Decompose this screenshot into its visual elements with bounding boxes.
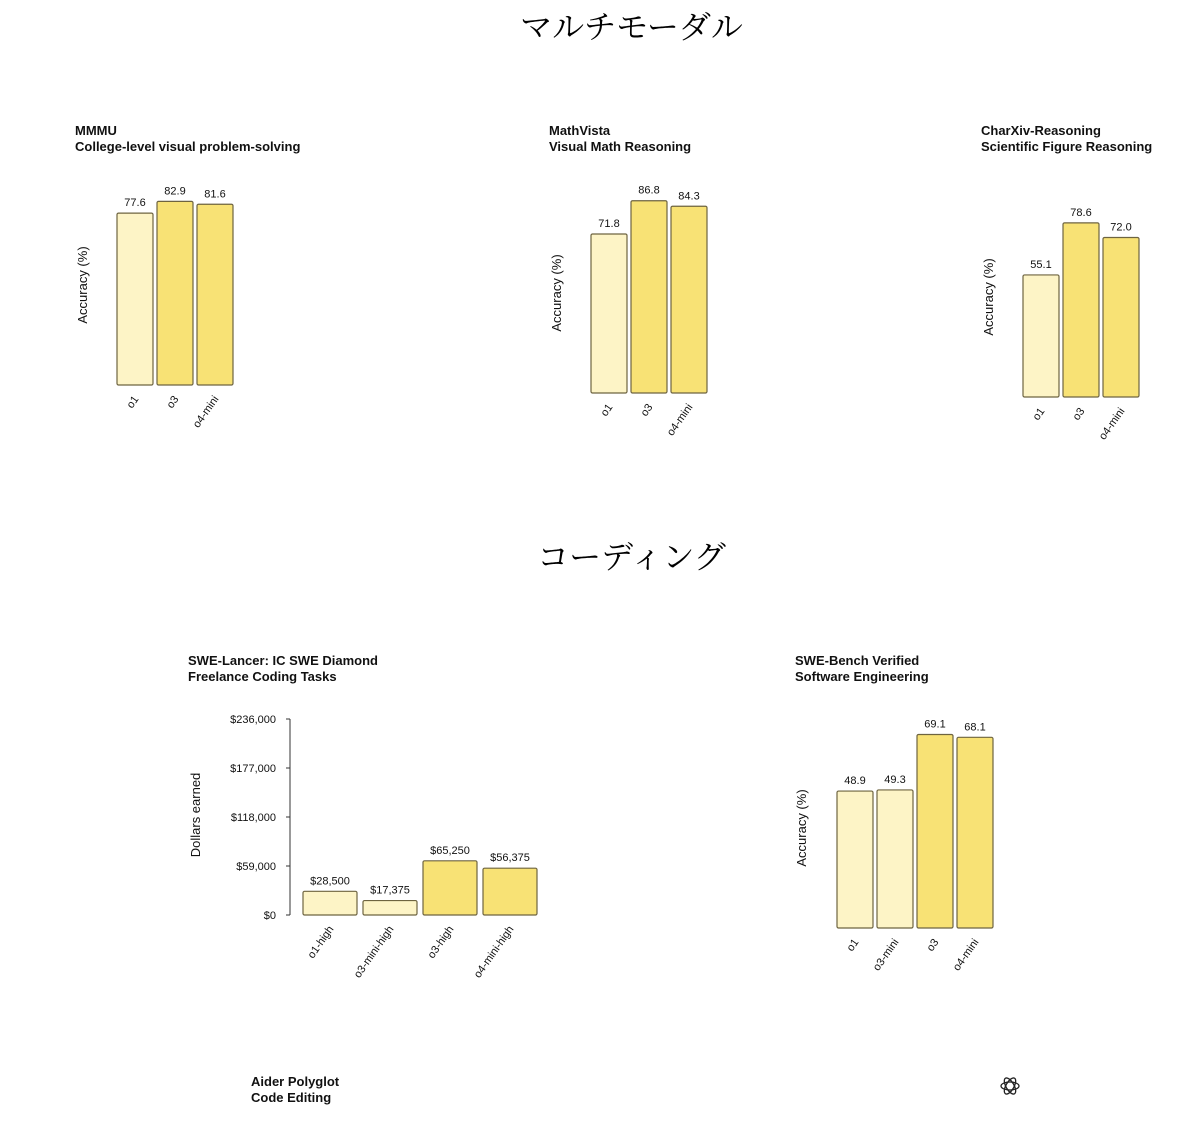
- bar-o4-mini: [197, 204, 233, 385]
- x-tick-label: o3: [1070, 405, 1088, 423]
- chart-swebench: [780, 700, 1020, 1000]
- y-axis-label: Accuracy (%): [75, 246, 90, 324]
- y-tick-label: $59,000: [236, 861, 276, 873]
- x-tick-label: o1: [598, 401, 616, 419]
- x-tick-label: o4-mini: [950, 936, 982, 974]
- bar-o4-mini-high: [483, 868, 537, 915]
- bar-o1-high: [303, 891, 357, 915]
- chart-subtitle-text: College-level visual problem-solving: [75, 139, 301, 154]
- y-axis-label: Accuracy (%): [549, 254, 564, 332]
- chart-title-mmmu: [75, 123, 300, 155]
- data-label: 55.1: [1030, 258, 1052, 271]
- bar-o3: [631, 201, 667, 393]
- y-tick-label: $118,000: [230, 812, 276, 824]
- x-tick-label: o1: [844, 936, 862, 954]
- chart-title-text: MMMU: [75, 123, 117, 138]
- chart-title-mathvista: [549, 123, 691, 155]
- chart-title-text: Aider Polyglot: [251, 1074, 340, 1089]
- bar-o1: [1023, 275, 1059, 397]
- x-tick-label: o3-high: [425, 923, 457, 961]
- bar-o1: [837, 791, 873, 928]
- section-title-multimodal: マルチモーダル: [520, 8, 743, 46]
- data-label: $17,375: [370, 884, 410, 897]
- x-tick-label: o4-mini: [190, 393, 222, 431]
- chart-title-text: SWE-Lancer: IC SWE Diamond: [188, 653, 378, 668]
- chart-subtitle-text: Software Engineering: [795, 669, 929, 684]
- y-tick-label: $177,000: [230, 763, 276, 775]
- chart-title-text: MathVista: [549, 123, 611, 138]
- x-tick-label: o1-high: [305, 923, 337, 961]
- data-label: 86.8: [638, 184, 660, 197]
- bar-o1: [591, 234, 627, 393]
- bar-o4-mini: [957, 737, 993, 928]
- y-axis-label: Accuracy (%): [981, 258, 996, 336]
- data-label: 71.8: [598, 217, 620, 230]
- x-tick-label: o3: [638, 401, 656, 419]
- chart-mmmu: [60, 170, 300, 460]
- bar-o4-mini: [1103, 238, 1139, 397]
- chart-mathvista: [534, 170, 774, 460]
- bar-o3: [917, 735, 953, 928]
- bar-o3-mini-high: [363, 901, 417, 915]
- data-label: 84.3: [678, 190, 700, 203]
- y-axis-label: Dollars earned: [188, 772, 203, 858]
- chart-subtitle-text: Visual Math Reasoning: [549, 139, 692, 154]
- data-label: 48.9: [844, 775, 866, 788]
- x-tick-label: o1: [1030, 405, 1048, 423]
- data-label: 77.6: [124, 197, 146, 210]
- chart-title-text: CharXiv-Reasoning: [981, 123, 1101, 138]
- chart-title-charxiv: [981, 123, 1152, 155]
- data-label: $65,250: [430, 844, 470, 857]
- data-label: 81.6: [204, 188, 226, 201]
- chart-title-text: SWE-Bench Verified: [795, 653, 920, 668]
- chart-title-swebench: [795, 653, 929, 685]
- data-label: 78.6: [1070, 206, 1092, 219]
- chart-subtitle-text: Freelance Coding Tasks: [188, 669, 337, 684]
- openai-logo-icon: [998, 1074, 1022, 1098]
- x-tick-label: o4-mini: [1096, 405, 1128, 443]
- data-label: 49.3: [884, 773, 906, 786]
- chart-swelancer: [170, 700, 570, 1000]
- x-tick-label: o3-mini: [870, 936, 902, 974]
- x-tick-label: o3: [164, 393, 182, 411]
- x-tick-label: o3: [924, 936, 942, 954]
- data-label: 68.1: [964, 721, 986, 734]
- y-axis-label: Accuracy (%): [794, 789, 809, 867]
- y-tick-label: $0: [263, 910, 276, 922]
- bar-o3-high: [423, 861, 477, 915]
- chart-title-aider: [251, 1074, 339, 1106]
- bar-o1: [117, 213, 153, 385]
- bar-o4-mini: [671, 206, 707, 393]
- x-tick-label: o3-mini-high: [351, 923, 397, 981]
- chart-charxiv: [966, 170, 1196, 460]
- data-label: 72.0: [1110, 221, 1132, 234]
- data-label: $28,500: [310, 875, 350, 888]
- bar-o3-mini: [877, 790, 913, 928]
- data-label: 82.9: [164, 185, 186, 198]
- chart-title-swelancer: [188, 653, 378, 685]
- x-tick-label: o1: [124, 393, 142, 411]
- bar-o3: [1063, 223, 1099, 397]
- data-label: $56,375: [490, 852, 530, 865]
- x-tick-label: o4-mini: [664, 401, 696, 439]
- chart-subtitle-text: Code Editing: [251, 1090, 332, 1105]
- x-tick-label: o4-mini-high: [471, 923, 517, 981]
- section-title-coding: コーディング: [537, 538, 726, 576]
- bar-o3: [157, 201, 193, 385]
- data-label: 69.1: [924, 718, 946, 731]
- y-tick-label: $236,000: [230, 714, 276, 726]
- chart-subtitle-text: Scientific Figure Reasoning: [981, 139, 1153, 154]
